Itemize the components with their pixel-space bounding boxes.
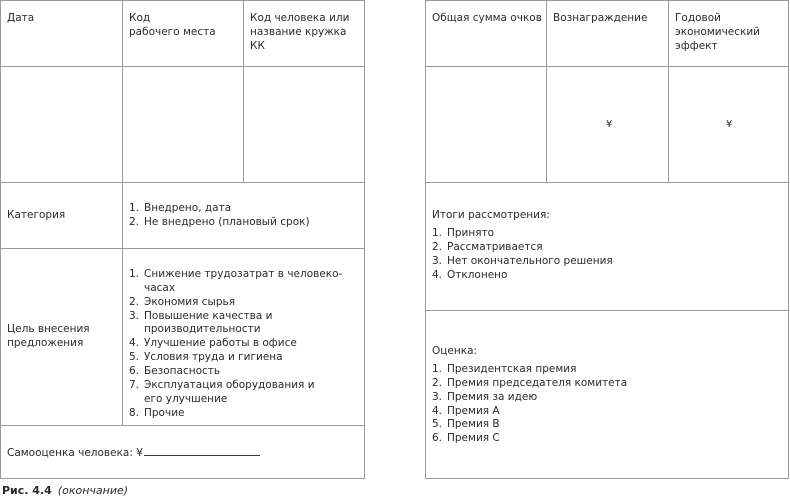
category-options bbox=[129, 202, 357, 230]
annual-effect-label bbox=[675, 12, 760, 54]
option-number: 3. bbox=[129, 309, 140, 322]
effect-yen-symbol: ¥ bbox=[726, 119, 733, 130]
self-assessment bbox=[7, 446, 260, 461]
workplace-code-cell bbox=[123, 1, 244, 67]
reward-label: Вознаграждение bbox=[553, 12, 648, 24]
option-label: Не внедрено (плановый срок) bbox=[144, 215, 310, 228]
reward-entry-cell[interactable] bbox=[547, 67, 669, 183]
option-label: Премия председателя комитета bbox=[447, 376, 628, 389]
option-label: Президентская премия bbox=[447, 363, 577, 375]
annual-effect-line2: экономический bbox=[675, 25, 760, 38]
review-option[interactable] bbox=[432, 255, 732, 269]
review-option[interactable] bbox=[432, 227, 732, 241]
option-number: 2. bbox=[432, 240, 443, 253]
self-assessment-cell bbox=[1, 426, 364, 478]
evaluation-option[interactable] bbox=[432, 391, 732, 405]
review-option[interactable] bbox=[432, 269, 732, 283]
purpose-option[interactable] bbox=[129, 365, 347, 379]
review-results-cell bbox=[426, 183, 788, 311]
evaluation-option[interactable] bbox=[432, 377, 732, 391]
annual-effect-cell bbox=[669, 1, 788, 67]
date-label: Дата bbox=[7, 12, 35, 24]
option-label: Премия B bbox=[447, 418, 500, 431]
annual-effect-line1: Годовой bbox=[675, 12, 721, 24]
purpose-label-cell bbox=[1, 249, 123, 426]
person-code-line1: Код человека или bbox=[250, 12, 350, 24]
evaluation-option[interactable] bbox=[432, 363, 732, 377]
option-label: Премия C bbox=[447, 432, 500, 445]
category-label-cell bbox=[1, 183, 123, 249]
reward-yen-symbol: ¥ bbox=[606, 119, 613, 130]
option-number: 4. bbox=[432, 404, 443, 417]
option-number: 6. bbox=[129, 365, 140, 378]
option-label: Эксплуатация оборудования и его улучшение bbox=[144, 378, 315, 405]
review-results-title: Итоги рассмотрения: bbox=[432, 209, 550, 221]
evaluation-option[interactable] bbox=[432, 432, 732, 446]
option-label: Экономия сырья bbox=[144, 295, 236, 308]
total-points-label: Общая сумма очков bbox=[432, 12, 542, 24]
option-number: 5. bbox=[129, 351, 140, 364]
evaluation-title: Оценка: bbox=[432, 345, 478, 357]
purpose-option[interactable] bbox=[129, 310, 347, 338]
option-number: 5. bbox=[432, 418, 443, 431]
annual-effect-line3: эффект bbox=[675, 39, 718, 52]
person-code-entry-cell[interactable] bbox=[244, 67, 364, 183]
option-number: 2. bbox=[129, 295, 140, 308]
self-assessment-amount-field[interactable] bbox=[144, 446, 260, 456]
option-number: 4. bbox=[432, 268, 443, 281]
evaluation-option[interactable] bbox=[432, 418, 732, 432]
workplace-code-line1: Код bbox=[129, 12, 151, 24]
person-code-line2: название кружка КК bbox=[250, 25, 347, 52]
option-number: 7. bbox=[129, 378, 140, 391]
option-label: Прочие bbox=[144, 406, 185, 419]
option-label: Принято bbox=[447, 227, 495, 239]
evaluation-options bbox=[432, 363, 732, 446]
category-option[interactable] bbox=[129, 202, 357, 216]
self-assessment-label: Самооценка человека: ¥ bbox=[7, 447, 143, 459]
annual-effect-entry-cell[interactable] bbox=[669, 67, 788, 183]
purpose-option[interactable] bbox=[129, 268, 347, 296]
option-number: 4. bbox=[129, 337, 140, 350]
purpose-option[interactable] bbox=[129, 351, 347, 365]
option-label: Безопасность bbox=[144, 365, 221, 378]
option-label: Условия труда и гигиена bbox=[144, 351, 283, 364]
review-option[interactable] bbox=[432, 241, 732, 255]
purpose-option[interactable] bbox=[129, 337, 347, 351]
figure-number: Рис. 4.4 bbox=[2, 484, 52, 497]
option-label: Отклонено bbox=[447, 268, 508, 281]
option-label: Премия за идею bbox=[447, 390, 538, 403]
option-number: 1. bbox=[432, 227, 443, 239]
figure-note: (окончание) bbox=[57, 484, 129, 497]
evaluation-option[interactable] bbox=[432, 405, 732, 419]
purpose-options-cell bbox=[123, 249, 364, 426]
total-points-entry-cell[interactable] bbox=[426, 67, 547, 183]
evaluation-cell bbox=[426, 311, 788, 478]
workplace-code-line2: рабочего места bbox=[129, 25, 216, 38]
person-code-label bbox=[250, 12, 364, 54]
workplace-code-label bbox=[129, 12, 216, 40]
date-entry-cell[interactable] bbox=[1, 67, 123, 183]
person-code-cell bbox=[244, 1, 364, 67]
purpose-options bbox=[129, 268, 347, 420]
option-number: 1. bbox=[129, 268, 140, 280]
category-label: Категория bbox=[7, 209, 66, 221]
figure-caption bbox=[2, 484, 128, 499]
purpose-option[interactable] bbox=[129, 379, 347, 407]
option-number: 8. bbox=[129, 406, 140, 419]
workplace-code-entry-cell[interactable] bbox=[123, 67, 244, 183]
option-number: 2. bbox=[432, 376, 443, 389]
option-label: Внедрено, дата bbox=[144, 202, 232, 214]
option-label: Рассматривается bbox=[447, 240, 543, 253]
option-label: Улучшение работы в офисе bbox=[144, 337, 297, 350]
option-label: Повышение качества и производительности bbox=[144, 309, 273, 336]
date-cell bbox=[1, 1, 123, 67]
purpose-option[interactable] bbox=[129, 296, 347, 310]
option-label: Нет окончательного решения bbox=[447, 254, 613, 267]
option-label: Премия A bbox=[447, 404, 500, 417]
purpose-option[interactable] bbox=[129, 407, 347, 421]
option-number: 3. bbox=[432, 254, 443, 267]
purpose-label bbox=[7, 323, 90, 351]
total-points-cell bbox=[426, 1, 547, 67]
option-number: 2. bbox=[129, 215, 140, 228]
purpose-label-line2: предложения bbox=[7, 336, 84, 349]
category-option[interactable] bbox=[129, 216, 357, 230]
review-results-options bbox=[432, 227, 732, 282]
option-number: 3. bbox=[432, 390, 443, 403]
option-number: 1. bbox=[129, 202, 140, 214]
suggestion-form-left bbox=[0, 0, 365, 479]
option-number: 1. bbox=[432, 363, 443, 375]
purpose-label-line1: Цель внесения bbox=[7, 323, 90, 335]
suggestion-form-right bbox=[425, 0, 789, 479]
option-number: 6. bbox=[432, 432, 443, 445]
category-options-cell bbox=[123, 183, 364, 249]
reward-cell bbox=[547, 1, 669, 67]
option-label: Снижение трудозатрат в человеко-часах bbox=[144, 268, 343, 294]
